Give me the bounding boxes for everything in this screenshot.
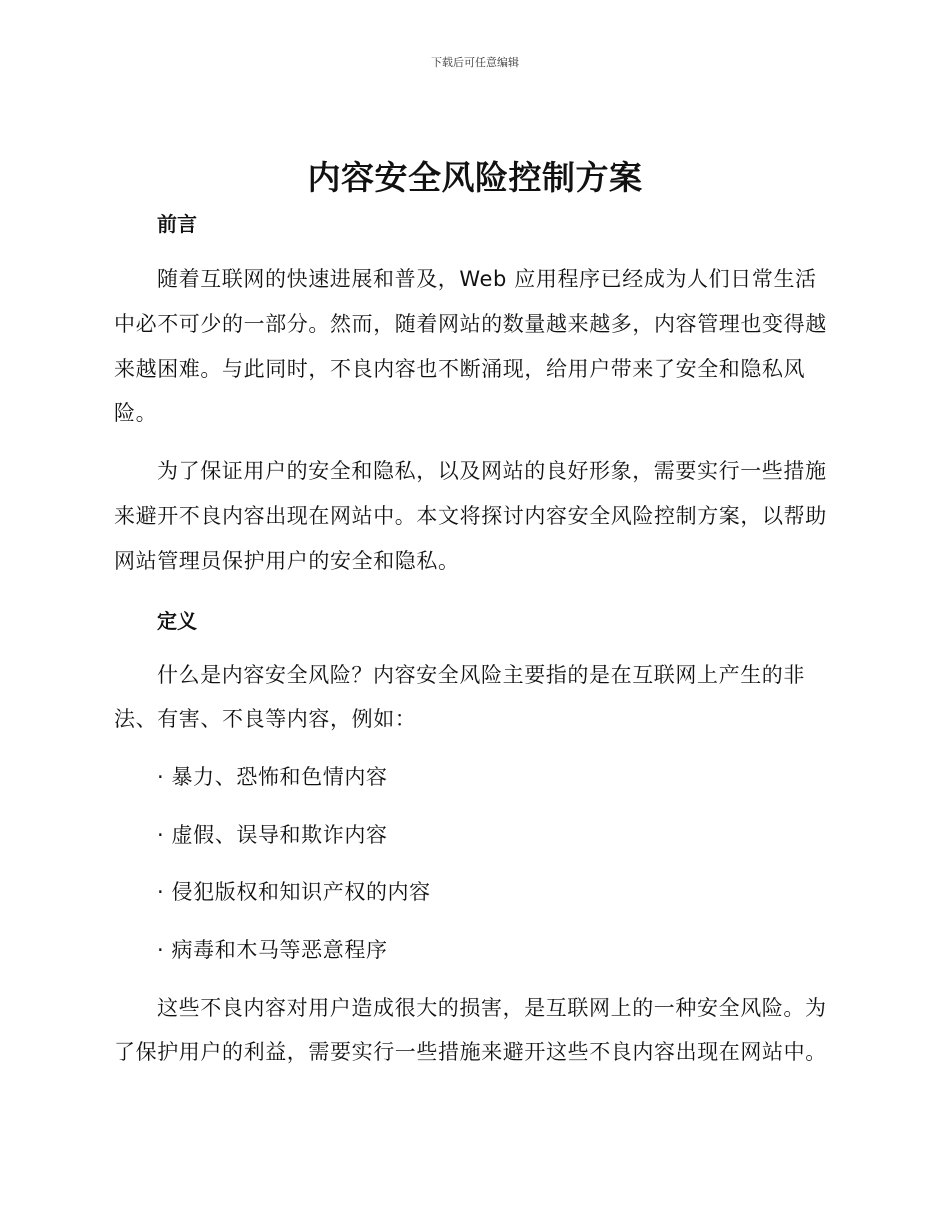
paragraph-line: 来越困难。与此同时，不良内容也不断涌现，给用户带来了安全和隐私风	[114, 357, 806, 381]
paragraph-line: 来避开不良内容出现在网站中。本文将探讨内容安全风险控制方案，以帮助	[114, 504, 827, 528]
paragraph-line: 随着互联网的快速进展和普及，Web 应用程序已经成为人们日常生活	[157, 267, 817, 291]
paragraph-line: 中必不可少的一部分。然而，随着网站的数量越来越多，内容管理也变得越	[114, 312, 827, 336]
section-heading-definition: 定义	[157, 609, 197, 633]
header-note: 下载后可任意编辑	[431, 56, 519, 69]
paragraph-line: 法、有害、不良等内容，例如：	[114, 707, 417, 731]
paragraph-line: 了保护用户的利益，需要实行一些措施来避开这些不良内容出现在网站中。	[114, 1040, 827, 1064]
bullet-item: · 病毒和木马等恶意程序	[157, 938, 388, 962]
paragraph-line: 网站管理员保护用户的安全和隐私。	[114, 549, 460, 573]
paragraph-line: 什么是内容安全风险？内容安全风险主要指的是在互联网上产生的非	[157, 663, 805, 687]
bullet-item: · 侵犯版权和知识产权的内容	[157, 880, 431, 904]
bullet-item: · 暴力、恐怖和色情内容	[157, 765, 388, 789]
paragraph-line: 险。	[114, 401, 158, 425]
bullet-item: · 虚假、误导和欺诈内容	[157, 823, 388, 847]
paragraph-line: 为了保证用户的安全和隐私，以及网站的良好形象，需要实行一些措施	[157, 459, 827, 483]
section-heading-preface: 前言	[157, 212, 197, 236]
document-title: 内容安全风险控制方案	[307, 158, 643, 197]
paragraph-line: 这些不良内容对用户造成很大的损害，是互联网上的一种安全风险。为	[157, 996, 827, 1020]
